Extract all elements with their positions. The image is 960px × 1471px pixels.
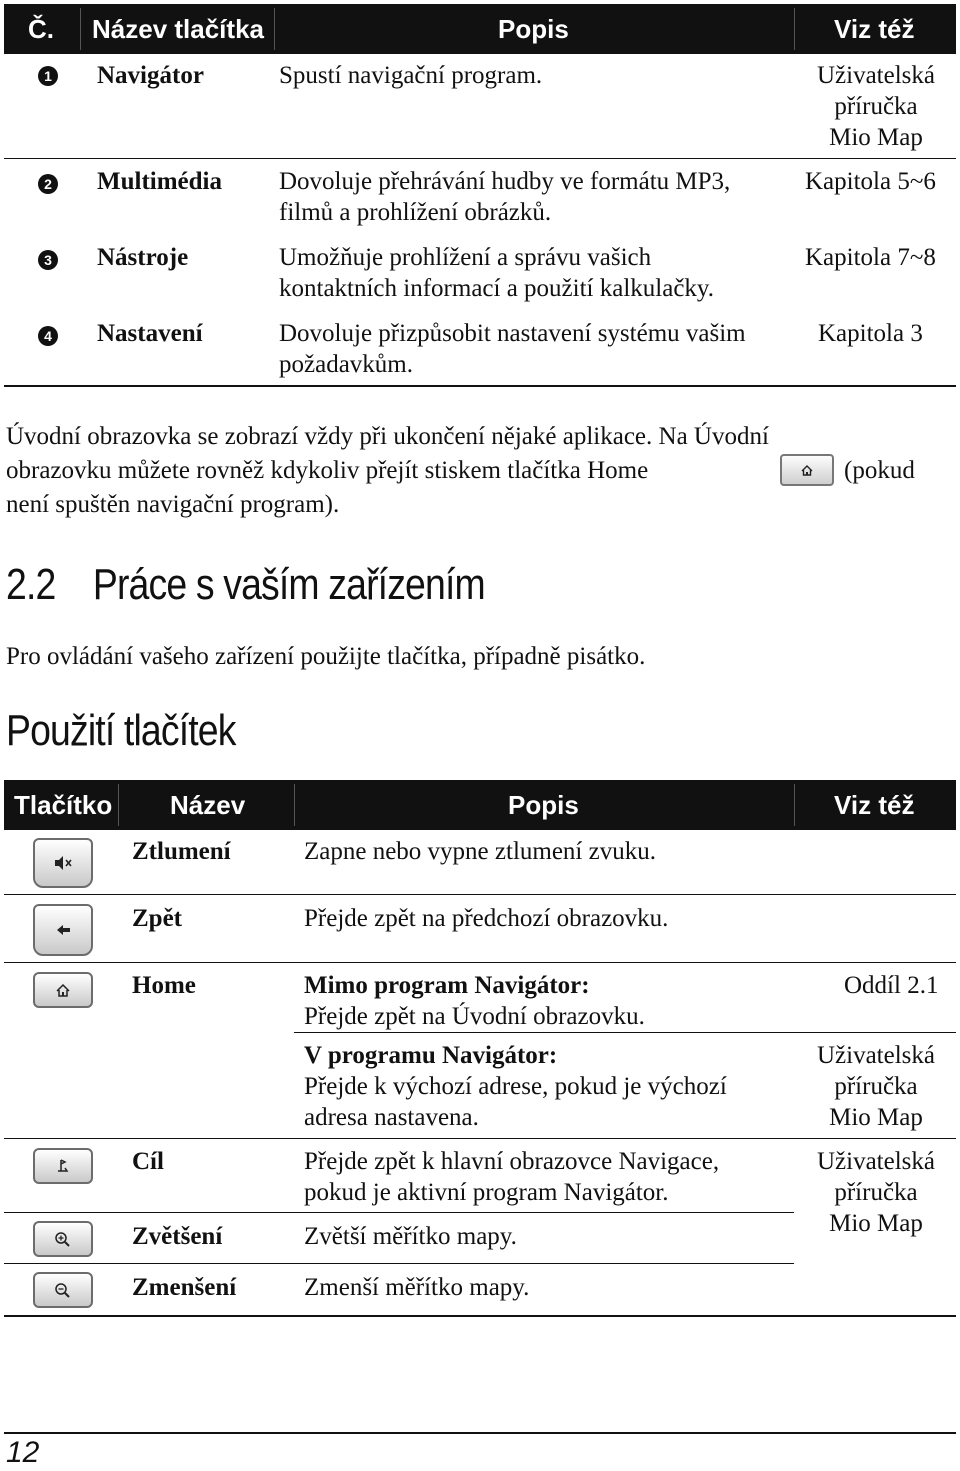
home-outside-title: Mimo program Navigátor: [304, 972, 590, 999]
header-button: Tlačítko [14, 790, 113, 820]
row-see-also: Uživatelská příručka Mio Map [816, 1042, 935, 1131]
footer-rule [4, 1432, 956, 1434]
section-number: 2.2 [6, 560, 56, 609]
row-desc: Zvětší měřítko mapy. [304, 1223, 517, 1250]
row-see-also: Kapitola 5~6 [805, 168, 936, 195]
intro-line-2: obrazovku můžete rovněž kdykoliv přejít stiskem tlačítka Home [6, 457, 649, 484]
home-outside-text: Přejde zpět na Úvodní obrazovku. [304, 1003, 645, 1030]
mute-icon [51, 853, 75, 873]
mute-button[interactable] [33, 838, 93, 888]
table1-header [4, 4, 956, 54]
row-desc: Přejde zpět k hlavní obrazovce Navigace, pokud je aktivní program Navigátor. [304, 1148, 720, 1206]
row-see-also: Kapitola 3 [818, 320, 923, 347]
row-number-badge: 3 [38, 250, 58, 270]
row-see-also: Uživatelská příručka Mio Map [816, 1148, 935, 1237]
row-name: Home [132, 972, 196, 999]
home-icon [51, 980, 75, 1000]
row-see-also: Oddíl 2.1 [844, 972, 939, 999]
home-icon [782, 456, 832, 484]
row-name: Nastavení [97, 320, 203, 347]
row-number-badge: 2 [38, 174, 58, 194]
header-name: Název [170, 790, 246, 820]
row-see-also: Uživatelská příručka Mio Map [816, 62, 935, 151]
zoom-out-icon [51, 1280, 75, 1300]
row-desc: Umožňuje prohlížení a správu vašich kontaktních informací a použití kalkulačky. [279, 244, 715, 302]
home-button-inline [780, 454, 834, 486]
zoom-in-icon [51, 1229, 75, 1249]
intro-line-2-end: (pokud [844, 457, 915, 484]
back-arrow-icon [51, 920, 75, 940]
row-name: Zpět [132, 905, 182, 932]
row-desc: Dovoluje přehrávání hudby ve formátu MP3, filmů a prohlížení obrázků. [279, 168, 731, 226]
section-title: Práce s vaším zařízením [92, 560, 485, 609]
section-heading [6, 560, 485, 610]
zoom-out-button[interactable] [33, 1272, 93, 1308]
row-number-badge: 1 [38, 66, 58, 86]
subsection-heading: Použití tlačítek [6, 706, 236, 755]
home-button[interactable] [33, 972, 93, 1008]
row-desc: Přejde zpět na předchozí obrazovku. [304, 905, 669, 932]
row-name: Cíl [132, 1148, 164, 1175]
section-text: Pro ovládání vašeho zařízení použijte tlačítka, případně pisátko. [6, 643, 646, 670]
row-name: Zmenšení [132, 1274, 237, 1301]
home-inside-text-1: Přejde k výchozí adrese, pokud je výchozí [304, 1073, 727, 1100]
row-desc: Zmenší měřítko mapy. [304, 1274, 530, 1301]
home-inside-title: V programu Navigátor: [304, 1042, 558, 1069]
row-desc: Dovoluje přizpůsobit nastavení systému vašim požadavkům. [279, 320, 746, 378]
row-name: Zvětšení [132, 1223, 223, 1250]
row-desc: Spustí navigační program. [279, 62, 543, 89]
destination-icon [51, 1156, 75, 1176]
row-desc: Zapne nebo vypne ztlumení zvuku. [304, 838, 656, 865]
intro-line-3: není spuštěn navigační program). [6, 491, 340, 518]
row-see-also: Kapitola 7~8 [805, 244, 936, 271]
destination-button[interactable] [33, 1148, 93, 1184]
row-name: Nástroje [97, 244, 189, 271]
home-inside-text-2: adresa nastavena. [304, 1104, 479, 1131]
header-see: Viz též [834, 790, 915, 820]
intro-line-1: Úvodní obrazovka se zobrazí vždy při ukončení nějaké aplikace. Na Úvodní [6, 423, 769, 450]
row-name: Navigátor [97, 62, 204, 89]
row-number-badge: 4 [38, 326, 58, 346]
zoom-in-button[interactable] [33, 1221, 93, 1257]
row-name: Multimédia [97, 168, 222, 195]
header-name: Název tlačítka [92, 14, 264, 44]
header-num: Č. [28, 14, 54, 44]
header-see: Viz též [834, 14, 915, 44]
table2-header [4, 780, 956, 830]
back-button[interactable] [33, 904, 93, 956]
page-number: 12 [6, 1436, 40, 1469]
header-desc: Popis [508, 790, 579, 820]
row-name: Ztlumení [132, 838, 231, 865]
header-desc: Popis [498, 14, 569, 44]
